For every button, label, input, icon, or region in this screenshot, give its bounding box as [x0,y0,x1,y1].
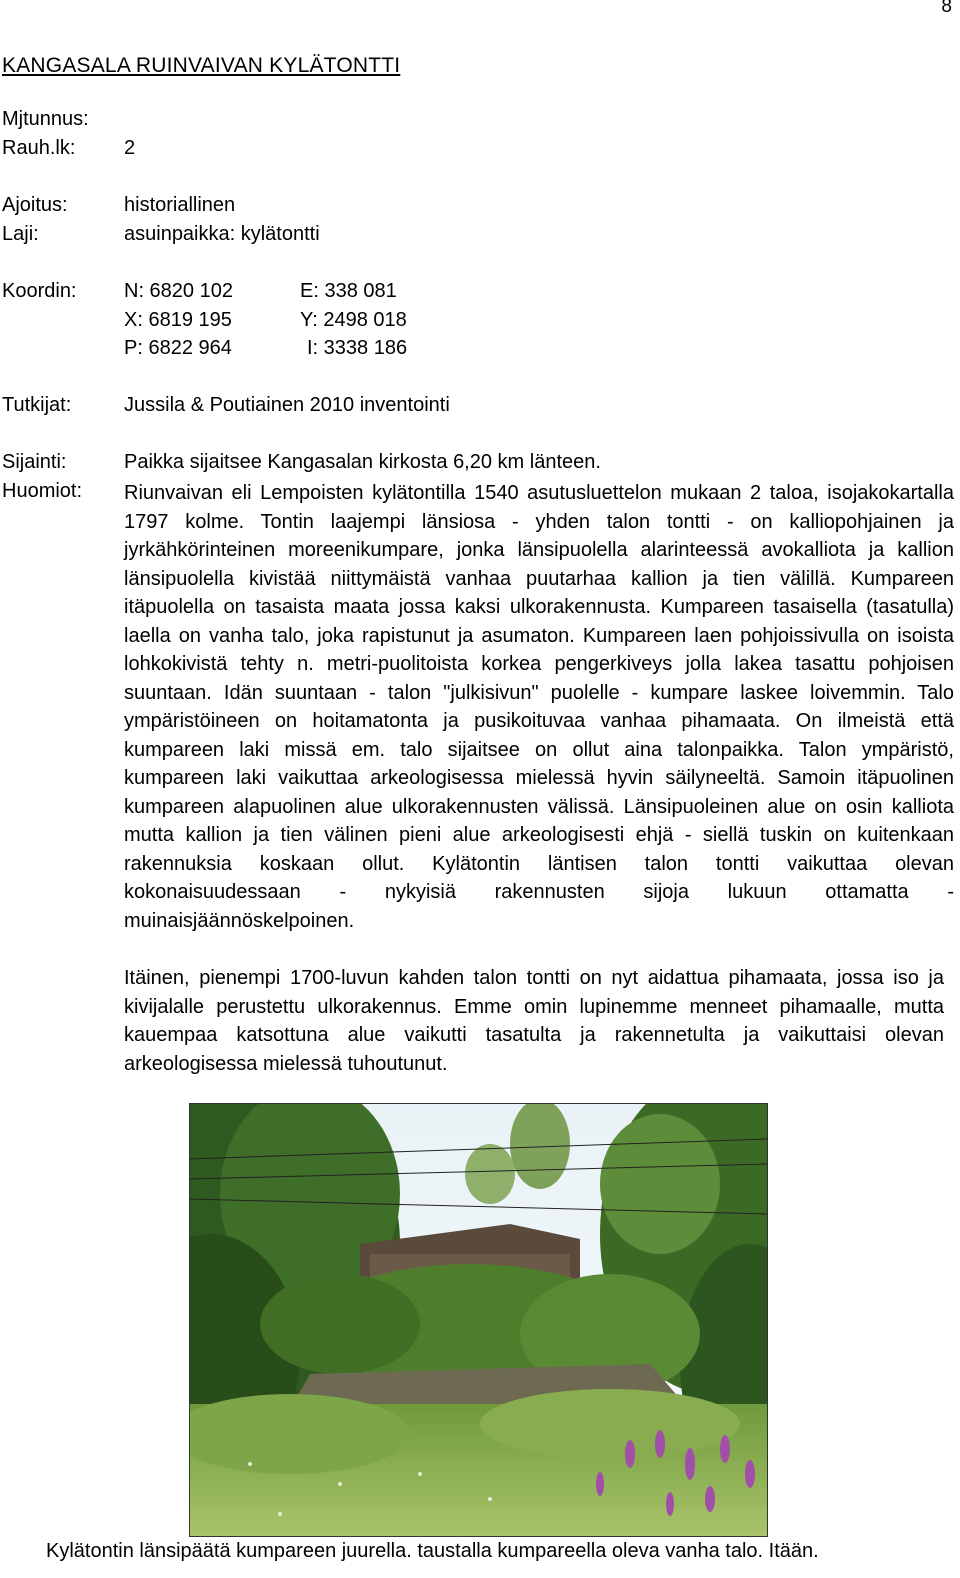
laji-label: Laji: [2,223,39,245]
tutkijat-label: Tutkijat: [2,394,72,416]
photo-caption: Kylätontin länsipäätä kumpareen juurella. taustalla kumpareella oleva vanha talo. Itään. [46,1540,819,1562]
rauhlk-value: 2 [124,137,136,159]
ajoitus-label: Ajoitus: [2,194,68,216]
ajoitus-value: historiallinen [124,194,236,216]
huomiot-paragraph-2: Itäinen, pienempi 1700-luvun kahden talon tontti on nyt aidattua pihamaata, jossa iso ja kivijalalle perustettu ulkorakennus. Emme omin lupinemme menneet pihamaalle, mutta kauempaa katsottuna alue vaikutti tasatulta ja rakennetulta ja vaikuttaisi olevan arkeologisessa mielessä tuhoutunut. [124,967,944,1075]
coord-x: X: 6819 195 [124,309,232,331]
coord-e: E: 338 081 [300,280,397,302]
coord-n: N: 6820 102 [124,280,233,302]
tutkijat-value: Jussila & Poutiainen 2010 inventointi [124,394,450,416]
rauhlk-label: Rauh.lk: [2,137,76,159]
coord-p: P: 6822 964 [124,337,232,359]
huomiot-label: Huomiot: [2,480,83,502]
koordin-label: Koordin: [2,280,77,302]
coord-i: I: 3338 186 [307,337,408,359]
coord-y: Y: 2498 018 [300,309,407,331]
page-number: 8 [941,0,952,17]
sijainti-label: Sijainti: [2,451,67,473]
mjtunnus-label: Mjtunnus: [2,108,89,130]
laji-value: asuinpaikka: kylätontti [124,223,320,245]
page-title: KANGASALA RUINVAIVAN KYLÄTONTTI [2,54,401,77]
sijainti-value: Paikka sijaitsee Kangasalan kirkosta 6,20 km länteen. [124,451,601,473]
site-photo [189,1103,768,1537]
huomiot-paragraph-1: Riunvaivan eli Lempoisten kylätontilla 1540 asutusluettelon mukaan 2 taloa, isojakokartalla 1797 kolme. Tontin laajempi länsiosa - yhden talon tontti - on kalliopohjainen ja jyrkähkörinteinen moreenikumpare, jonka länsipuolella alarinteessä avokalliota ja kallion länsipuolella kivistää niittymäistä vanhaa puutarhaa kallion ja tien välillä. Kumpareen itäpuolella on tasaista maata jossa kaksi ulkorakennusta. Kumpareen tasaisella (tasatulla) laella on vanha talo, joka rapistunut ja asumaton. Kumpareen laen pohjoissivulla on isoista lohkokivistä tehty n. metri-puolitoista korkea pengerkiveys jolla lakea tasattu pohjoisen suuntaan. Idän suuntaan - talon "julkisivun" puolelle - kumpare laskee loivemmin. Talo ympäristöineen on hoitamatonta ja pusikoituvaa vanhaa pihamaata. On ilmeistä että kumpareen laki missä em. talo sijaitsee on ollut aina talonpaikka. Talon ympäristö, kumpareen laki vaikuttaa arkeologisessa mielessä hyvin säilyneeltä. Samoin itäpuolinen kumpareen alapuolinen alue ulkorakennusten välissä. Länsipuoleinen alue on osin kalliota mutta kallion ja tien välinen pieni alue arkeologisesti ehjä - siellä tuskin on kuitenkaan rakennuksia koskaan ollut. Kylätontin läntisen talon tontti vaikuttaa olevan kokonaisuudessaan - nykyisiä rakennusten sijoja lukuun ottamatta - muinaisjäännöskelpoinen. [124,482,954,932]
